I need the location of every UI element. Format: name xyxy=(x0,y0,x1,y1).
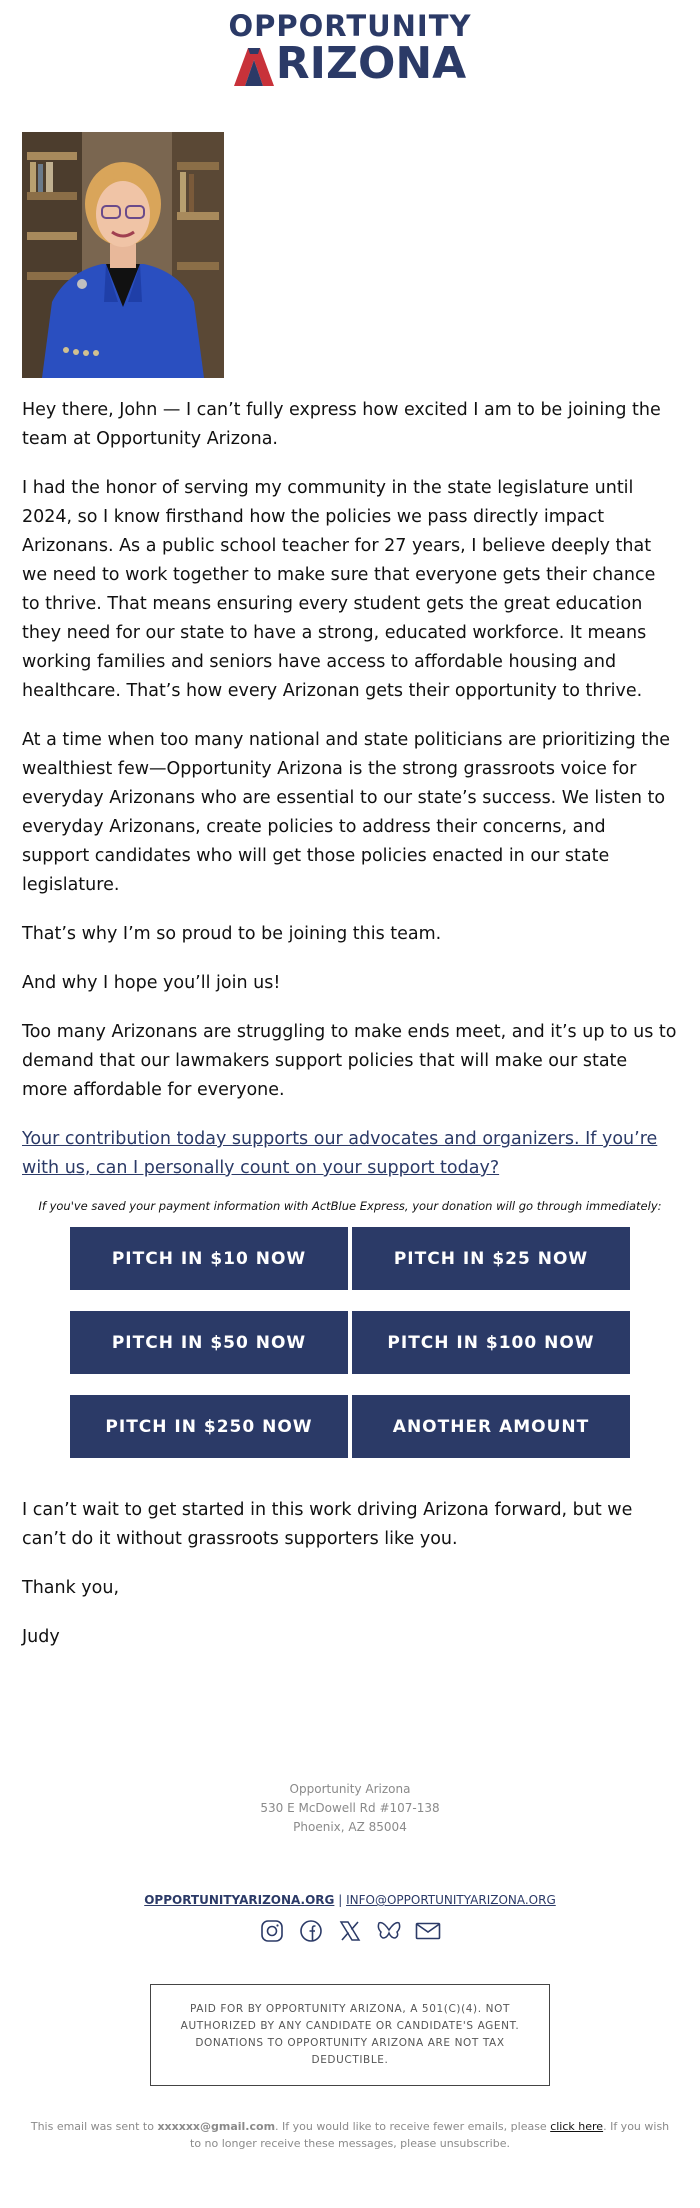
pitch-in-50-button[interactable]: PITCH IN $50 NOW xyxy=(70,1311,348,1374)
signature-text: Judy xyxy=(22,1627,60,1647)
closing-paragraph: I can’t wait to get started in this work driving Arizona forward, but we can’t do it without grassroots supporters like you. xyxy=(22,1500,633,1549)
footer-address xyxy=(0,1780,700,1837)
x-icon[interactable] xyxy=(337,1920,363,1942)
another-amount-button[interactable]: ANOTHER AMOUNT xyxy=(352,1395,630,1458)
join-us-paragraph: And why I hope you’ll join us! xyxy=(22,973,281,993)
unsub-text-3: . If you wish to no longer receive these messages, please unsubscribe. xyxy=(190,2120,670,2150)
instagram-icon[interactable] xyxy=(259,1920,285,1942)
footer-address-line-1: 530 E McDowell Rd #107-138 xyxy=(260,1801,440,1815)
logo-line-1: OPPORTUNITY xyxy=(228,9,472,43)
footer-address-line-2: Phoenix, AZ 85004 xyxy=(293,1820,407,1834)
donation-buttons xyxy=(70,1227,630,1458)
facebook-icon[interactable] xyxy=(298,1920,324,1942)
grassroots-paragraph: At a time when too many national and state politicians are prioritizing the wealthiest few—Opportunity Arizona is the strong grassroots voice for everyday Arizonans who are essential to our state’s success. We listen to everyday Arizonans, create policies to address their concerns, and support candidates who will get those policies enacted in our state legislature. xyxy=(22,730,671,895)
struggling-paragraph: Too many Arizonans are struggling to make ends meet, and it’s up to us to demand that our lawmakers support policies that will make our state more affordable for everyone. xyxy=(22,1022,677,1100)
mail-icon[interactable] xyxy=(415,1920,441,1942)
unsub-text-1: This email was sent to xyxy=(30,2120,158,2133)
judy-portrait-photo xyxy=(22,132,224,378)
legislature-paragraph: I had the honor of serving my community in the state legislature until 2024, so I know firsthand how the policies we pass directly impact Arizonans. As a public school teacher for 27 years, I believe deeply that we need to work together to make sure that everyone gets their chance to thrive. That means ensuring every student gets the great education they need for our state to have a strong, educated workforce. It means working families and seniors have access to affordable housing and healthcare. That’s how every Arizonan gets their opportunity to thrive. xyxy=(22,478,656,701)
opportunity-arizona-logo[interactable] xyxy=(0,0,700,89)
greeting-paragraph: Hey there, John — I can’t fully express how excited I am to be joining the team at Opportunity Arizona. xyxy=(22,400,661,449)
footer-links xyxy=(0,1893,700,1907)
actblue-note: If you've saved your payment information with ActBlue Express, your donation will go through immediately: xyxy=(38,1199,662,1213)
pitch-in-100-button[interactable]: PITCH IN $100 NOW xyxy=(352,1311,630,1374)
paid-for-disclaimer: PAID FOR BY OPPORTUNITY ARIZONA, A 501(C)(4). NOT AUTHORIZED BY ANY CANDIDATE OR CANDIDATE'S AGENT. DONATIONS TO OPPORTUNITY ARIZONA ARE NOT TAX DEDUCTIBLE. xyxy=(150,1984,550,2086)
website-link[interactable]: OPPORTUNITYARIZONA.ORG xyxy=(144,1893,335,1907)
logo-word: RIZONA xyxy=(275,38,467,89)
bluesky-icon[interactable] xyxy=(376,1920,402,1942)
footer-link-separator: | xyxy=(338,1893,343,1907)
pitch-in-10-button[interactable]: PITCH IN $10 NOW xyxy=(70,1227,348,1290)
recipient-email: xxxxxx@gmail.com xyxy=(157,2120,276,2133)
pitch-in-25-button[interactable]: PITCH IN $25 NOW xyxy=(352,1227,630,1290)
pitch-in-250-button[interactable]: PITCH IN $250 NOW xyxy=(70,1395,348,1458)
unsubscribe-notice xyxy=(0,2118,700,2152)
unsub-text-2: . If you would like to receive fewer emails, please xyxy=(275,2120,551,2133)
proud-paragraph: That’s why I’m so proud to be joining this team. xyxy=(22,924,442,944)
click-here-link[interactable]: click here xyxy=(550,2120,604,2133)
logo-line-2 xyxy=(234,38,467,89)
thank-you-text: Thank you, xyxy=(22,1578,120,1598)
email-body xyxy=(0,396,700,1183)
email-link[interactable]: INFO@OPPORTUNITYARIZONA.ORG xyxy=(346,1893,556,1907)
logo-a-mark-icon xyxy=(234,48,274,86)
contribution-link[interactable]: Your contribution today supports our advocates and organizers. If you’re with us, can I personally count on your support today? xyxy=(22,1129,658,1178)
social-icons xyxy=(0,1920,700,1942)
footer-org-name: Opportunity Arizona xyxy=(289,1782,411,1796)
email-closing xyxy=(0,1496,700,1652)
